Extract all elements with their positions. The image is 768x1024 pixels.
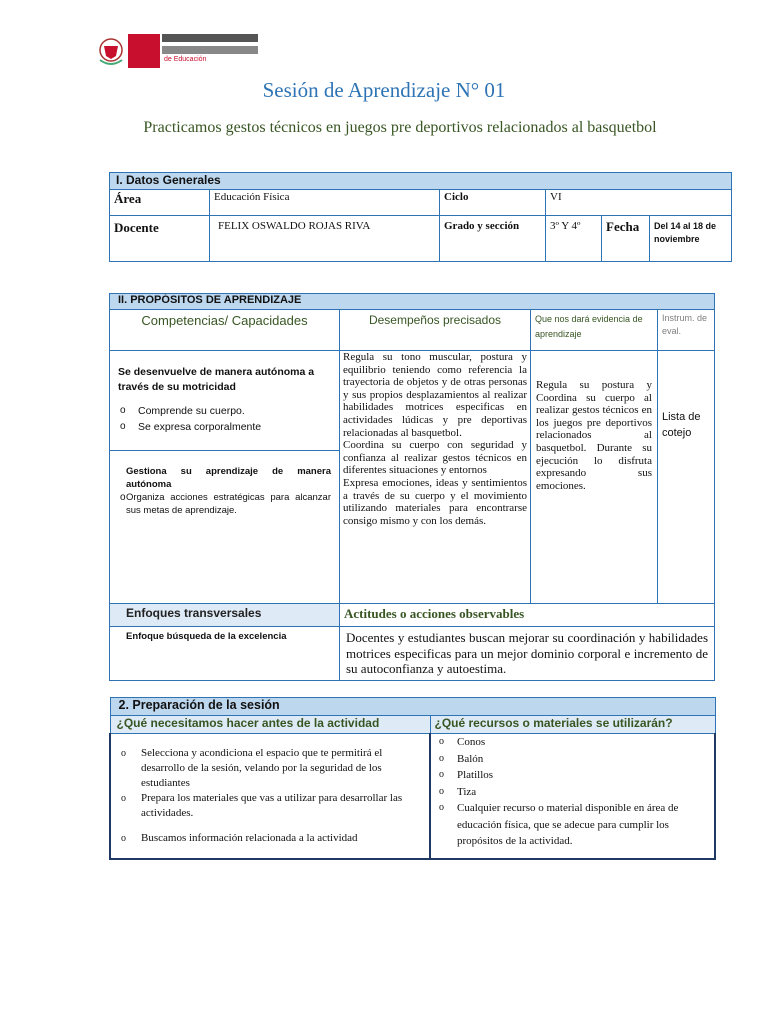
- page-title: Sesión de Aprendizaje N° 01: [262, 78, 506, 102]
- list-item: o Selecciona y acondiciona el espacio que te permitirá el desarrollo de la sesión, velando por la seguridad de los estudiantes: [119, 746, 421, 791]
- area-label: Área: [110, 190, 210, 216]
- competencia-1-list: [118, 403, 331, 435]
- list-item: o Comprende su cuerpo.: [118, 403, 331, 419]
- docente-label: Docente: [110, 216, 210, 262]
- docente-value: FELIX OSWALDO ROJAS RIVA: [210, 216, 440, 262]
- desempenos-cell: [340, 351, 531, 604]
- ciclo-value: VI: [546, 190, 732, 216]
- preparacion-table: [109, 697, 716, 860]
- col-recursos: ¿Qué recursos o materiales se utilizarán?: [430, 716, 715, 734]
- logo-red-block: [128, 34, 160, 68]
- list-item: o Se expresa corporalmente: [118, 419, 331, 435]
- recursos-list: [437, 734, 706, 850]
- col-evidencia: Que nos dará evidencia de aprendizaje: [531, 310, 658, 351]
- col-antes: ¿Qué necesitamos hacer antes de la actividad: [110, 716, 430, 734]
- col-instrumento: Instrum. de eval.: [658, 310, 715, 351]
- fecha-value: Del 14 al 18 de noviembre: [650, 216, 732, 262]
- logo-text: de Educación: [164, 56, 207, 63]
- actitud-value: Docentes y estudiantes buscan mejorar su coordinación y habilidades motrices especificas para un mejor dominio corporal e incremento de su autoconfianza y autoestima.: [340, 627, 715, 681]
- propositos-table: [109, 293, 715, 681]
- antes-list: [119, 746, 421, 846]
- desempeno-3: Expresa emociones, ideas y sentimientos a través de su cuerpo y el movimiento utilizando materiales para encontrarse consigo mismo y con los demás.: [343, 476, 527, 527]
- competencia-2-list: [118, 491, 331, 517]
- competencia-2-title: Gestiona su aprendizaje de manera autónoma: [126, 466, 331, 490]
- col-competencias: Competencias/ Capacidades: [110, 310, 340, 351]
- col-desempenos: Desempeños precisados: [340, 310, 531, 351]
- coat-of-arms-icon: [96, 36, 126, 68]
- competencia-2: [110, 451, 339, 517]
- competencias-cell: [110, 351, 340, 604]
- area-value: Educación Física: [210, 190, 440, 216]
- logo-grey-bar: [162, 34, 258, 42]
- ciclo-label: Ciclo: [440, 190, 546, 216]
- competencia-1-title: Se desenvuelve de manera autónoma a través de su motricidad: [118, 366, 315, 393]
- enfoque-value: Enfoque búsqueda de la excelencia: [110, 627, 340, 681]
- instrumento-cell: Lista de cotejo: [658, 351, 715, 604]
- desempeno-2: Coordina su cuerpo con seguridad y confianza al realizar gestos técnicos en diferentes situaciones y entornos: [343, 439, 527, 477]
- propositos-header: II. PROPÓSITOS DE APRENDIZAJE: [110, 294, 715, 310]
- logo-grey-bar-2: [162, 46, 258, 54]
- antes-cell: [110, 734, 430, 859]
- evidencia-cell: Regula su postura y Coordina su cuerpo al realizar gestos técnicos en los juegos pre deportivos relacionados al basquetbol. Durante su ejecución lo disfruta expresando sus emociones.: [531, 351, 658, 604]
- list-item: o Conos: [437, 734, 706, 751]
- competencia-1: [110, 351, 339, 451]
- list-item: o Prepara los materiales que vas a utilizar para desarrollar las actividades.: [119, 791, 421, 821]
- datos-generales-table: [109, 172, 732, 262]
- actitudes-label: Actitudes o acciones observables: [340, 604, 715, 627]
- list-item: o Organiza acciones estratégicas para alcanzar sus metas de aprendizaje.: [118, 491, 331, 517]
- enfoques-label: Enfoques transversales: [110, 604, 340, 627]
- list-item: o Buscamos información relacionada a la actividad: [119, 831, 421, 846]
- list-item: o Balón: [437, 751, 706, 768]
- list-item: o Cualquier recurso o material disponible en área de educación física, que se adecue para cumplir los propósitos de la actividad.: [437, 800, 706, 850]
- list-item: o Platillos: [437, 767, 706, 784]
- grado-label: Grado y sección: [440, 216, 546, 262]
- fecha-label: Fecha: [602, 216, 650, 262]
- grado-value: 3º Y 4º: [546, 216, 602, 262]
- recursos-cell: [430, 734, 715, 859]
- preparacion-header: 2. Preparación de la sesión: [110, 698, 715, 716]
- datos-generales-header: I. Datos Generales: [110, 173, 732, 190]
- desempeno-1: Regula su tono muscular, postura y equilibrio teniendo como referencia la trayectoria de objetos y de otras personas y sus propios desplazamientos al realizar habilidades motrices especificas en actividades lúdicas y pre deportivas relacionadas al basquetbol.: [343, 351, 527, 439]
- list-item: o Tiza: [437, 784, 706, 801]
- page-subtitle: Practicamos gestos técnicos en juegos pre deportivos relacionados al basquetbol: [143, 119, 657, 136]
